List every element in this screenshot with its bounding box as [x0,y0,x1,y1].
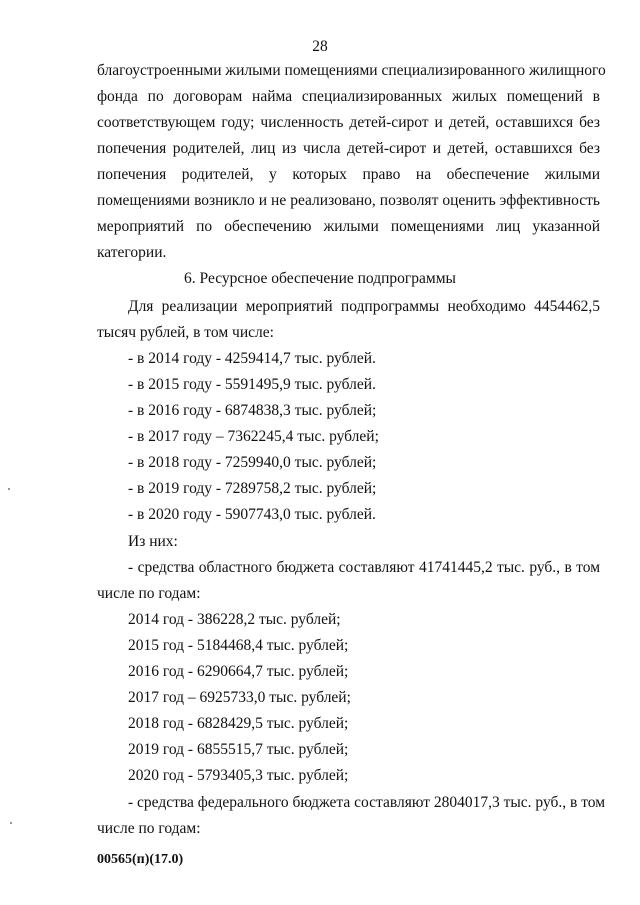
paragraph-line: - средства областного бюджета составляют 41741445,2 тыс. руб., в том [128,559,600,576]
list-item: - в 2020 году - 5907743,0 тыс. рублей. [128,506,376,523]
page-number: 28 [312,38,328,55]
paragraph-line: фонда по договорам найма специализированных жилых помещений в [97,88,600,105]
paragraph-line: - средства федерального бюджета составляют 2804017,3 тыс. руб., в том [128,794,606,811]
scan-speck [10,822,12,824]
list-item: 2016 год - 6290664,7 тыс. рублей; [128,663,349,680]
paragraph-line: соответствующем году; численность детей-сирот и детей, оставшихся без [97,114,600,131]
list-item: 2018 год - 6828429,5 тыс. рублей; [128,715,349,732]
list-item: - в 2016 году - 6874838,3 тыс. рублей; [128,402,377,419]
document-code: 00565(п)(17.0) [97,852,184,867]
paragraph-line: попечения родителей, у которых право на обеспечение жилыми [97,166,600,183]
list-item: 2017 год – 6925733,0 тыс. рублей; [128,689,351,706]
list-item: - в 2019 году - 7289758,2 тыс. рублей; [128,480,377,497]
paragraph-line: мероприятий по обеспечению жилыми помещениями лиц указанной [97,218,600,235]
list-item: - в 2017 году – 7362245,4 тыс. рублей; [128,428,379,445]
list-item: - в 2018 году - 7259940,0 тыс. рублей; [128,454,377,471]
paragraph-line: категории. [97,244,167,261]
paragraph-line: числе по годам: [97,820,201,837]
list-item: - в 2015 году - 5591495,9 тыс. рублей. [128,376,376,393]
paragraph-line: попечения родителей, лиц из числа детей-сирот и детей, оставшихся без [97,140,600,157]
paragraph-line: тысяч рублей, в том числе: [97,324,274,341]
paragraph-line: Из них: [128,533,178,550]
list-item: 2015 год - 5184468,4 тыс. рублей; [128,637,349,654]
paragraph-line: благоустроенными жилыми помещениями специализированного жилищного [97,62,606,79]
list-item: 2019 год - 6855515,7 тыс. рублей; [128,741,349,758]
paragraph-line: числе по годам: [97,585,201,602]
list-item: 2020 год - 5793405,3 тыс. рублей; [128,767,349,784]
paragraph-line: помещениями возникло и не реализовано, позволят оценить эффективность [97,192,600,209]
list-item: 2014 год - 386228,2 тыс. рублей; [128,611,341,628]
paragraph-line: Для реализации мероприятий подпрограммы необходимо 4454462,5 [128,298,600,315]
list-item: - в 2014 году - 4259414,7 тыс. рублей. [128,350,376,367]
scan-speck [8,488,10,490]
section-title: 6. Ресурсное обеспечение подпрограммы [184,270,456,287]
